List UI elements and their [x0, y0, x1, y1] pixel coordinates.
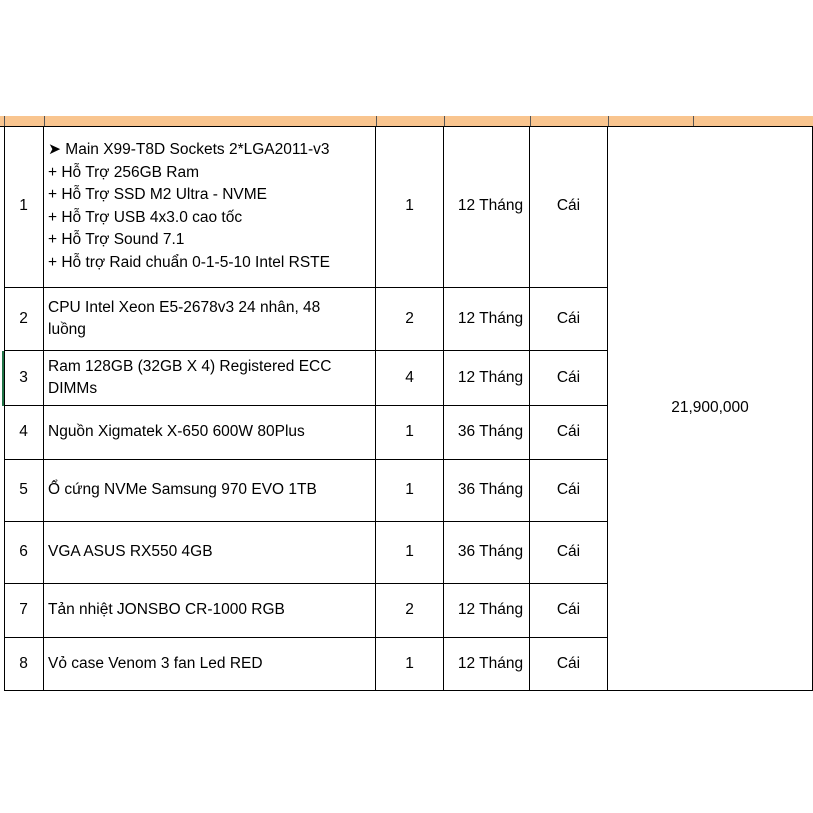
row-number-text: 7 — [19, 601, 28, 619]
description-line: DIMMs — [48, 380, 98, 397]
unit-text: Cái — [556, 543, 581, 561]
unit-text: Cái — [556, 368, 581, 386]
cell-warranty[interactable] — [444, 126, 530, 288]
unit-text: Cái — [556, 197, 581, 215]
description-line: ➤ Main X99-T8D Sockets 2*LGA2011-v3 — [48, 141, 330, 158]
cell-description[interactable] — [44, 351, 376, 406]
description-line: luồng — [48, 321, 86, 338]
description-line: Ổ cứng NVMe Samsung 970 EVO 1TB — [48, 481, 317, 499]
row-number-text: 1 — [19, 197, 28, 215]
row-number-text: 3 — [19, 368, 28, 386]
warranty-text: 12 Tháng — [457, 197, 524, 215]
warranty-text: 36 Tháng — [457, 481, 524, 499]
cell-description[interactable] — [44, 126, 376, 288]
quantity-text: 1 — [405, 543, 414, 561]
unit-text: Cái — [556, 654, 581, 672]
warranty-text: 12 Tháng — [457, 601, 524, 619]
total-price: 21,900,000 — [671, 398, 749, 416]
unit-text: Cái — [556, 601, 581, 619]
row-number-text: 8 — [19, 654, 28, 672]
cell-unit[interactable] — [530, 460, 608, 522]
cell-unit[interactable] — [530, 406, 608, 460]
cell-warranty[interactable] — [444, 406, 530, 460]
quantity-text: 1 — [405, 654, 414, 672]
cell-quantity[interactable] — [376, 126, 444, 288]
row-number-text: 2 — [19, 309, 28, 327]
row-number-text: 4 — [19, 423, 28, 441]
description-line: Nguồn Xigmatek X-650 600W 80Plus — [48, 423, 305, 441]
cell-unit[interactable] — [530, 351, 608, 406]
cell-total-price[interactable] — [608, 126, 813, 691]
description-line: Vỏ case Venom 3 fan Led RED — [48, 654, 263, 672]
cell-warranty[interactable] — [444, 460, 530, 522]
cell-row-number[interactable] — [4, 351, 44, 406]
cell-row-number[interactable] — [4, 406, 44, 460]
warranty-text: 12 Tháng — [457, 309, 524, 327]
cell-row-number[interactable] — [4, 584, 44, 638]
cell-row-number[interactable] — [4, 126, 44, 288]
description-line: + Hỗ Trợ USB 4x3.0 cao tốc — [48, 208, 243, 226]
description-line: + Hỗ Trợ Sound 7.1 — [48, 231, 185, 248]
warranty-text: 36 Tháng — [457, 543, 524, 561]
cell-warranty[interactable] — [444, 584, 530, 638]
cell-quantity[interactable] — [376, 460, 444, 522]
warranty-text: 12 Tháng — [457, 368, 524, 386]
cell-description[interactable] — [44, 522, 376, 584]
cell-quantity[interactable] — [376, 522, 444, 584]
description-line: + Hỗ Trợ SSD M2 Ultra - NVME — [48, 186, 268, 203]
cell-quantity[interactable] — [376, 288, 444, 351]
cell-warranty[interactable] — [444, 522, 530, 584]
cell-quantity[interactable] — [376, 351, 444, 406]
description-line: VGA ASUS RX550 4GB — [48, 543, 213, 561]
cell-unit[interactable] — [530, 584, 608, 638]
cell-quantity[interactable] — [376, 584, 444, 638]
cell-row-number[interactable] — [4, 460, 44, 522]
cell-warranty[interactable] — [444, 351, 530, 406]
quantity-text: 1 — [405, 481, 414, 499]
quantity-text: 1 — [405, 197, 414, 215]
quantity-text: 4 — [405, 368, 414, 386]
unit-text: Cái — [556, 309, 581, 327]
cell-row-number[interactable] — [4, 288, 44, 351]
description-line: + Hỗ trợ Raid chuẩn 0-1-5-10 Intel RSTE — [48, 253, 330, 271]
cell-warranty[interactable] — [444, 288, 530, 351]
cell-unit[interactable] — [530, 126, 608, 288]
cell-row-number[interactable] — [4, 522, 44, 584]
cell-description[interactable] — [44, 584, 376, 638]
description-line: Tản nhiệt JONSBO CR-1000 RGB — [48, 601, 285, 619]
quantity-text: 2 — [405, 309, 414, 327]
unit-text: Cái — [556, 481, 581, 499]
cell-description[interactable] — [44, 638, 376, 691]
cell-unit[interactable] — [530, 638, 608, 691]
quantity-text: 2 — [405, 601, 414, 619]
cell-description[interactable] — [44, 460, 376, 522]
cell-quantity[interactable] — [376, 406, 444, 460]
description-line: Ram 128GB (32GB X 4) Registered ECC — [48, 357, 332, 375]
warranty-text: 36 Tháng — [457, 423, 524, 441]
unit-text: Cái — [556, 423, 581, 441]
cell-quantity[interactable] — [376, 638, 444, 691]
description-line: CPU Intel Xeon E5-2678v3 24 nhân, 48 — [48, 298, 321, 316]
cell-row-number[interactable] — [4, 638, 44, 691]
cell-description[interactable] — [44, 288, 376, 351]
quantity-text: 1 — [405, 423, 414, 441]
description-line: + Hỗ Trợ 256GB Ram — [48, 163, 200, 181]
row-number-text: 5 — [19, 481, 28, 499]
warranty-text: 12 Tháng — [457, 654, 524, 672]
cell-unit[interactable] — [530, 288, 608, 351]
cell-warranty[interactable] — [444, 638, 530, 691]
cell-unit[interactable] — [530, 522, 608, 584]
cell-description[interactable] — [44, 406, 376, 460]
row-number-text: 6 — [19, 543, 28, 561]
